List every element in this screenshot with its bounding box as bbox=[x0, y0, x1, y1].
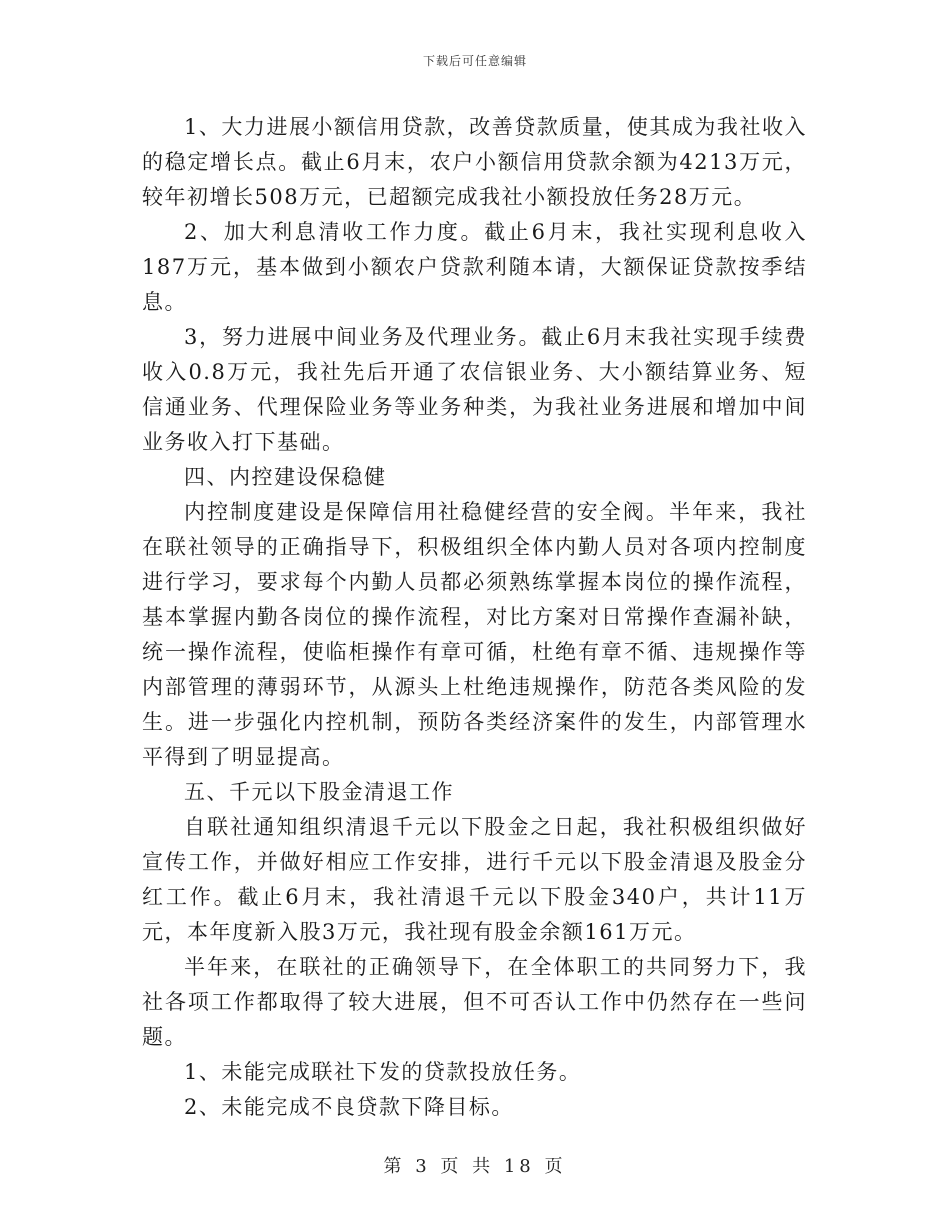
paragraph-microcredit: 1、大力进展小额信用贷款，改善贷款质量，使其成为我社收入的稳定增长点。截止6月末，农户小额信用贷款余额为4213万元，较年初增长508万元，已超额完成我社小额投放任务28万元。 bbox=[142, 115, 807, 209]
paragraph-internal-control: 内控制度建设是保障信用社稳健经营的安全阀。半年来，我社在联社领导的正确指导下，积极组织全体内勤人员对各项内控制度进行学习，要求每个内勤人员都必须熟练掌握本岗位的操作流程，基本掌握内勤各岗位的操作流程，对比方案对日常操作查漏补缺，统一操作流程，使临柜操作有章可循，杜绝有章不循、违规操作等内部管理的薄弱环节，从源头上杜绝违规操作，防范各类风险的发生。进一步强化内控机制，预防各类经济案件的发生，内部管理水平得到了明显提高。 bbox=[142, 500, 807, 769]
paragraph-intermediary-business: 3，努力进展中间业务及代理业务。截止6月末我社实现手续费收入0.8万元，我社先后开通了农信银业务、大小额结算业务、短信通业务、代理保险业务等业务种类，为我社业务进展和增加中间业务收入打下基础。 bbox=[142, 325, 807, 454]
paragraph-share-refund: 自联社通知组织清退千元以下股金之日起，我社积极组织做好宣传工作，并做好相应工作安排，进行千元以下股金清退及股金分红工作。截止6月末，我社清退千元以下股金340户，共计11万元，本年度新入股3万元，我社现有股金余额161万元。 bbox=[142, 815, 807, 944]
problem-item-1: 1、未能完成联社下发的贷款投放任务。 bbox=[184, 1060, 582, 1084]
paragraph-half-year-summary: 半年来，在联社的正确领导下，在全体职工的共同努力下，我社各项工作都取得了较大进展，但不可否认工作中仍然存在一些问题。 bbox=[142, 955, 807, 1049]
page-header: 下载后可任意编辑 bbox=[422, 54, 527, 68]
document-body bbox=[142, 110, 807, 1125]
section-heading-share-refund: 五、千元以下股金清退工作 bbox=[184, 780, 454, 804]
section-heading-internal-control: 四、内控建设保稳健 bbox=[184, 465, 387, 489]
paragraph-interest-collection: 2、加大利息清收工作力度。截止6月末，我社实现利息收入187万元，基本做到小额农户贷款利随本请，大额保证贷款按季结息。 bbox=[142, 220, 807, 314]
problem-item-2: 2、未能完成不良贷款下降目标。 bbox=[184, 1095, 514, 1119]
page-number-footer: 第 3 页 共 18 页 bbox=[383, 1156, 567, 1177]
